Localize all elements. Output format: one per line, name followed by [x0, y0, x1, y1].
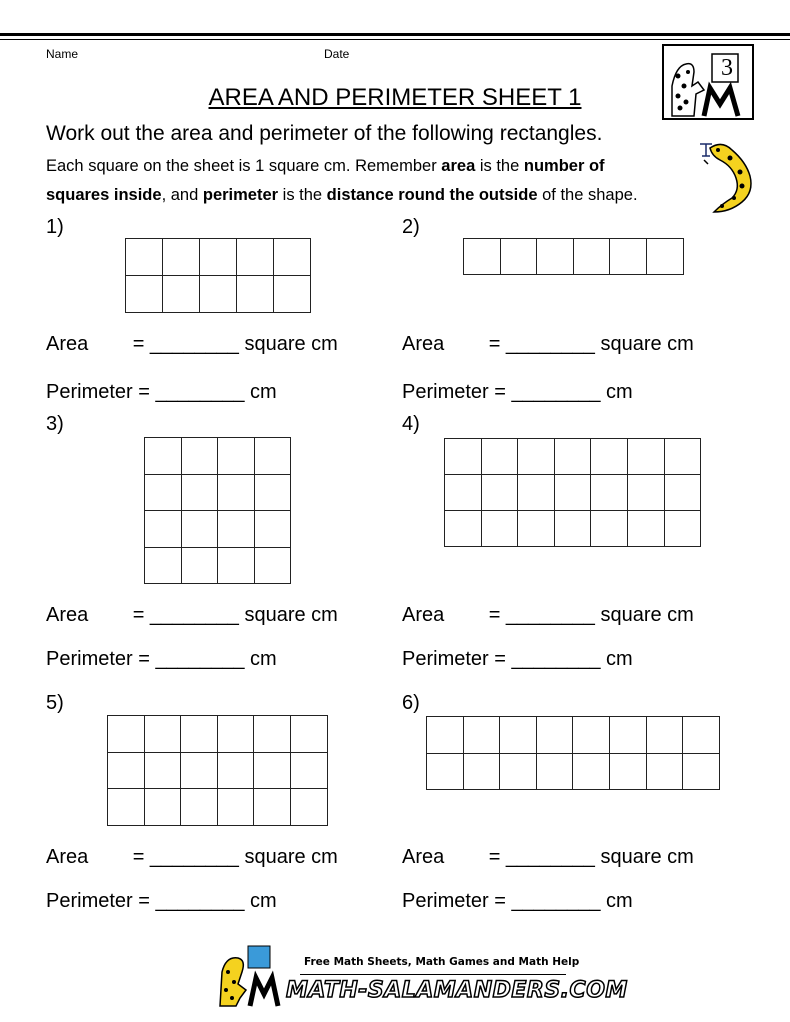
grid-square	[108, 789, 145, 826]
grid-square	[274, 239, 311, 276]
grid-square	[610, 239, 647, 275]
grid-square	[647, 239, 684, 275]
grid-square	[537, 239, 574, 275]
problem-1-perimeter: Perimeter = ________ cm	[46, 381, 277, 403]
problem-3-label: 3)	[46, 413, 64, 435]
grid-square	[254, 753, 291, 790]
grid-square	[255, 475, 292, 512]
grid-square	[145, 789, 182, 826]
problem-2-area: Area = ________ square cm	[402, 333, 694, 355]
problem-6-perimeter: Perimeter = ________ cm	[402, 890, 633, 912]
grid-square	[482, 511, 519, 547]
problem-5-label: 5)	[46, 692, 64, 714]
grid-square	[200, 276, 237, 313]
instruction-detail-2	[46, 181, 638, 210]
grid-square	[647, 754, 684, 791]
grid-square	[108, 716, 145, 753]
grid-square	[445, 511, 482, 547]
text-segment: , and	[161, 186, 203, 204]
grid-square	[482, 475, 519, 511]
grid-square	[218, 716, 255, 753]
keyword-area: area	[441, 157, 476, 175]
keyword-distance-round: distance round the outside	[326, 186, 538, 204]
problem-4-area: Area = ________ square cm	[402, 604, 694, 626]
grid-square	[145, 753, 182, 790]
footer-divider	[300, 974, 566, 975]
keyword-squares-inside: squares inside	[46, 186, 162, 204]
grid-square	[218, 753, 255, 790]
footer-logo	[212, 942, 628, 1008]
grid-square	[665, 439, 702, 475]
grid-square	[518, 511, 555, 547]
page-title: AREA AND PERIMETER SHEET 1	[208, 84, 582, 111]
problem-6-label: 6)	[402, 692, 420, 714]
grid-square	[537, 717, 574, 754]
instruction-line: Work out the area and perimeter of the following rectangles.	[46, 122, 603, 145]
problem-2-grid	[463, 238, 684, 275]
grid-square	[182, 548, 219, 585]
grid-square	[218, 475, 255, 512]
grid-square	[464, 239, 501, 275]
grid-square	[518, 439, 555, 475]
grid-square	[591, 439, 628, 475]
grid-square	[482, 439, 519, 475]
grid-square	[591, 511, 628, 547]
grid-square	[218, 789, 255, 826]
grid-square	[145, 475, 182, 512]
grid-square	[182, 438, 219, 475]
grid-square	[255, 511, 292, 548]
problem-5-grid	[107, 715, 328, 826]
salamander-mascot-icon	[212, 942, 282, 1008]
text-segment: is the	[475, 157, 524, 175]
grid-square	[237, 276, 274, 313]
grid-square	[537, 754, 574, 791]
grid-square	[291, 789, 328, 826]
instruction-detail-1	[46, 152, 605, 181]
problem-1-area: Area = ________ square cm	[46, 333, 338, 355]
grid-square	[218, 438, 255, 475]
problem-3-grid	[144, 437, 291, 584]
footer-site-name: MATH-SALAMANDERS.COM	[286, 978, 628, 1003]
text-segment: of the shape.	[537, 186, 638, 204]
grid-square	[665, 511, 702, 547]
grid-square	[145, 548, 182, 585]
salamander-icon	[696, 136, 766, 218]
grid-square	[518, 475, 555, 511]
grid-square	[274, 276, 311, 313]
grid-square	[500, 717, 537, 754]
grid-square	[555, 439, 592, 475]
problem-4-label: 4)	[402, 413, 420, 435]
grid-square	[683, 717, 720, 754]
grid-square	[163, 239, 200, 276]
grid-square	[500, 754, 537, 791]
grid-square	[145, 438, 182, 475]
grid-square	[574, 239, 611, 275]
grid-square	[182, 475, 219, 512]
grid-square	[610, 754, 647, 791]
text-segment: Each square on the sheet is 1 square cm. Remember	[46, 157, 442, 175]
grid-square	[555, 511, 592, 547]
grid-square	[665, 475, 702, 511]
grid-square	[255, 438, 292, 475]
problem-4-perimeter: Perimeter = ________ cm	[402, 648, 633, 670]
grade-number: 3	[721, 55, 733, 81]
grid-square	[108, 753, 145, 790]
grid-square	[445, 475, 482, 511]
grid-square	[181, 789, 218, 826]
grid-square	[628, 511, 665, 547]
problem-3-area: Area = ________ square cm	[46, 604, 338, 626]
footer-tagline: Free Math Sheets, Math Games and Math Help	[304, 956, 580, 968]
grid-square	[647, 717, 684, 754]
problem-5-perimeter: Perimeter = ________ cm	[46, 890, 277, 912]
grid-square	[501, 239, 538, 275]
grid-square	[126, 276, 163, 313]
grid-square	[683, 754, 720, 791]
problem-6-area: Area = ________ square cm	[402, 846, 694, 868]
grid-square	[181, 753, 218, 790]
grid-square	[555, 475, 592, 511]
grid-square	[218, 511, 255, 548]
grid-square	[182, 511, 219, 548]
problem-5-area: Area = ________ square cm	[46, 846, 338, 868]
text-segment: is the	[278, 186, 327, 204]
grid-square	[427, 717, 464, 754]
keyword-perimeter: perimeter	[202, 186, 279, 204]
top-rule-thick	[0, 33, 790, 36]
grid-square	[628, 475, 665, 511]
problem-2-perimeter: Perimeter = ________ cm	[402, 381, 633, 403]
grid-square	[181, 716, 218, 753]
grid-square	[145, 716, 182, 753]
grid-square	[591, 475, 628, 511]
grid-square	[255, 548, 292, 585]
grid-square	[610, 717, 647, 754]
top-rule-thin	[0, 39, 790, 40]
problem-2-label: 2)	[402, 216, 420, 238]
grid-square	[200, 239, 237, 276]
problem-4-grid	[444, 438, 701, 547]
grid-square	[163, 276, 200, 313]
grid-square	[628, 439, 665, 475]
grid-square	[464, 717, 501, 754]
grid-square	[445, 439, 482, 475]
grid-square	[427, 754, 464, 791]
grid-square	[254, 716, 291, 753]
name-label: Name	[46, 47, 79, 61]
grid-square	[237, 239, 274, 276]
problem-3-perimeter: Perimeter = ________ cm	[46, 648, 277, 670]
problem-1-label: 1)	[46, 216, 64, 238]
grid-square	[126, 239, 163, 276]
grid-square	[573, 717, 610, 754]
keyword-number-of: number of	[523, 157, 605, 175]
grid-square	[291, 716, 328, 753]
grid-square	[218, 548, 255, 585]
grid-square	[573, 754, 610, 791]
problem-1-grid	[125, 238, 311, 313]
grid-square	[254, 789, 291, 826]
problem-6-grid	[426, 716, 720, 790]
grid-square	[464, 754, 501, 791]
grid-square	[145, 511, 182, 548]
grid-square	[291, 753, 328, 790]
date-label: Date	[324, 47, 350, 61]
